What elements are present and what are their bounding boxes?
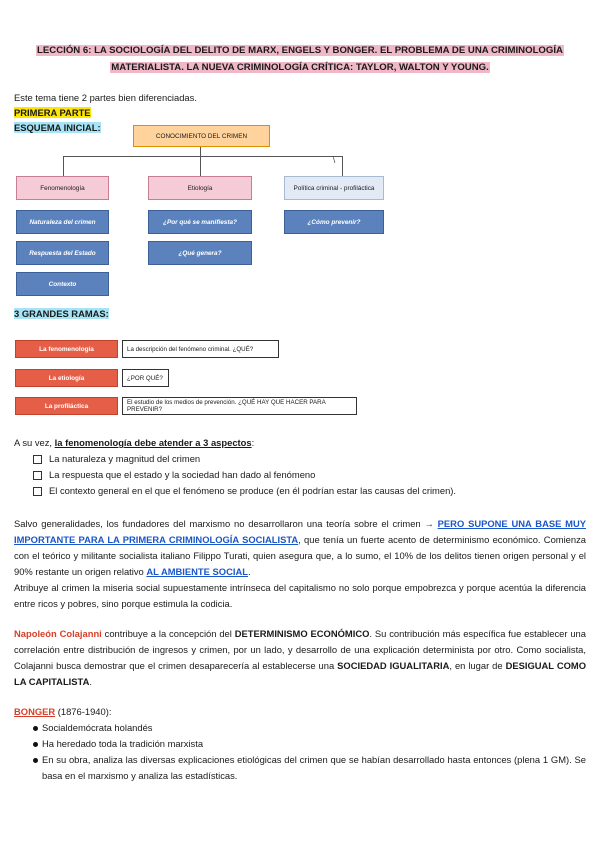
col1-head: Fenomenología	[16, 176, 109, 200]
col1-item: Respuesta del Estado	[16, 241, 109, 265]
bullet	[33, 726, 38, 731]
bonger-item: Socialdemócrata holandés	[42, 722, 153, 733]
aspect-item: El contexto general en el que el fenómeno se produce (en él podrían estar las causas del crimen).	[49, 485, 457, 496]
para2-text: contribuye a la concepción del	[101, 628, 235, 639]
checkbox[interactable]	[33, 471, 42, 480]
col3-head: Política criminal - profiláctica	[284, 176, 384, 200]
bonger-item: En su obra, analiza las diversas explicaciones etiológicas del crimen que se habían desarrollado hasta entonces (plena 1 GM). Se basa en el marxismo y analiza las estadísticas.	[42, 754, 586, 781]
title-line-2: MATERIALISTA. LA NUEVA CRIMINOLOGÍA CRÍTICA: TAYLOR, WALTON Y YOUNG.	[111, 62, 489, 73]
aspects-lead-pre: A su vez,	[14, 437, 55, 448]
aspects-lead	[14, 435, 254, 451]
checkbox[interactable]	[33, 455, 42, 464]
aspects-lead-underlined: la fenomenología debe atender a 3 aspectos	[54, 437, 252, 448]
para1-link[interactable]: AL AMBIENTE SOCIAL	[146, 566, 248, 577]
para2-text: , en lugar de	[449, 660, 506, 671]
para2-text: .	[89, 676, 92, 687]
col2-item: ¿Por qué se manifiesta?	[148, 210, 252, 234]
connector	[63, 156, 343, 157]
branch-label: La etiología	[15, 369, 118, 387]
checkbox[interactable]	[33, 487, 42, 496]
scheme-heading: ESQUEMA INICIAL:	[14, 122, 101, 133]
col3-item: ¿Cómo prevenir?	[284, 210, 384, 234]
para2-bold: DETERMINISMO ECONÓMICO	[234, 628, 370, 639]
para1-text: .	[247, 566, 251, 577]
diagram-root: CONOCIMIENTO DEL CRIMEN	[133, 125, 270, 147]
bullet	[33, 758, 38, 763]
connector	[200, 156, 201, 176]
aspect-item: La respuesta que el estado y la sociedad han dado al fenómeno	[49, 469, 316, 480]
branches-heading: 3 GRANDES RAMAS:	[14, 308, 109, 319]
bonger-item: Ha heredado toda la tradición marxista	[42, 738, 204, 749]
col1-item: Contexto	[16, 272, 109, 296]
page-title	[0, 42, 600, 76]
branch-desc: La descripción del fenómeno criminal. ¿QUÉ?	[122, 340, 279, 358]
branch-label: La fenomenología	[15, 340, 118, 358]
col2-head: Etiología	[148, 176, 252, 200]
paragraph-marxism	[14, 516, 586, 580]
para2-text: . Su contribución más específica fue establecer una correlación entre distribución de ingresos y crimen, por un lado, y desarrollo de una explicación determinista por otro. Como socialista, Colajanni busca demostrar que el crimen desaparecería al establecerse una	[14, 628, 586, 671]
stray-mark: \	[333, 156, 336, 165]
bonger-heading	[14, 704, 111, 720]
paragraph-colajanni	[14, 626, 586, 690]
branch-desc: ¿POR QUÉ?	[122, 369, 169, 387]
aspect-item: La naturaleza y magnitud del crimen	[49, 453, 201, 464]
bonger-name: BONGER	[14, 706, 56, 717]
para1-link[interactable]: PERO SUPONE UNA BASE MUY IMPORTANTE PARA LA PRIMERA CRIMINOLOGÍA SOCIALISTA	[14, 518, 587, 545]
intro-text: Este tema tiene 2 partes bien diferenciadas.	[14, 92, 197, 103]
branch-desc: El estudio de los medios de prevención. ¿QUÉ HAY QUE HACER PARA PREVENIR?	[122, 397, 357, 415]
para1-text: Salvo generalidades, los fundadores del marxismo no desarrollaron una teoría sobre el crimen →	[14, 518, 438, 529]
colajanni-name: Napoleón Colajanni	[14, 628, 102, 639]
connector	[63, 156, 64, 176]
title-line-1: LECCIÓN 6: LA SOCIOLOGÍA DEL DELITO DE MARX, ENGELS Y BONGER. EL PROBLEMA DE UNA CRIMINOLOGÍA	[37, 45, 563, 56]
branch-label: La profiláctica	[15, 397, 118, 415]
bullet	[33, 742, 38, 747]
para2-bold: DESIGUAL COMO LA CAPITALISTA	[14, 660, 586, 687]
part1-heading: PRIMERA PARTE	[14, 107, 91, 118]
bonger-years: (1876-1940):	[55, 706, 112, 717]
aspects-lead-post: :	[251, 437, 255, 448]
paragraph-capitalism: Atribuye al crimen la miseria social supuestamente intrínseca del capitalismo no solo porque empobrezca y porque acentúa la diferencia entre ricos y pobres, sino porque estimula la codicia.	[14, 582, 586, 609]
para1-text: , que tenía un fuerte acento de determinismo económico. Comienza con el teórico y militante socialista italiano Filippo Turati, quien asegura que, a lo sumo, el 10% de los delitos tienen origen personal y el 90% restante un origen relativo	[14, 534, 587, 577]
col1-item: Naturaleza del crimen	[16, 210, 109, 234]
connector	[342, 156, 343, 176]
para2-bold: SOCIEDAD IGUALITARIA	[337, 660, 450, 671]
col2-item: ¿Qué genera?	[148, 241, 252, 265]
